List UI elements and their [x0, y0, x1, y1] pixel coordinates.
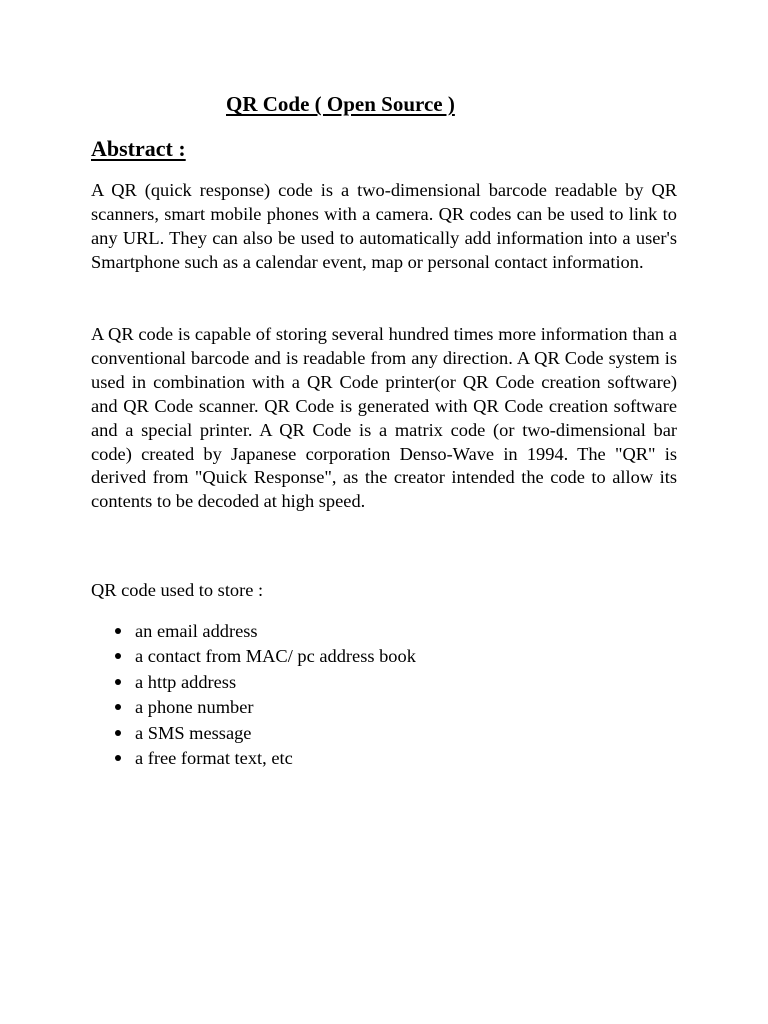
storage-list — [91, 619, 416, 771]
bullet-icon — [115, 653, 121, 659]
document-title: QR Code ( Open Source ) — [226, 92, 455, 116]
list-item — [91, 746, 416, 771]
abstract-heading: Abstract : — [91, 136, 186, 161]
abstract-paragraph-2: A QR code is capable of storing several hundred times more information than a conventional barcode and is readable from any direction. A QR Code system is used in combination with a QR Code printer(or QR Code creation software) and QR Code scanner. QR Code is generated with QR Code creation software and a special printer. A QR Code is a matrix code (or two-dimensional bar code) created by Japanese corporation Denso-Wave in 1994. The "QR" is derived from "Quick Response", as the creator intended the code to allow its contents to be decoded at high speed. — [91, 324, 677, 512]
list-item — [91, 619, 416, 644]
list-item-text: an email address — [135, 621, 258, 641]
list-item-text: a contact from MAC/ pc address book — [135, 646, 416, 667]
list-item-text: a phone number — [135, 697, 254, 718]
list-item — [91, 721, 416, 746]
bullet-icon — [115, 704, 121, 710]
bullet-icon — [115, 755, 121, 761]
list-item — [91, 644, 416, 669]
list-item-text: a SMS message — [135, 722, 252, 743]
list-item-text: a free format text, etc — [135, 747, 293, 768]
bullet-icon — [115, 730, 121, 736]
bullet-icon — [115, 628, 121, 634]
list-item — [91, 670, 416, 695]
list-item — [91, 695, 416, 720]
abstract-paragraph-1: A QR (quick response) code is a two-dimensional barcode readable by QR scanners, smart mobile phones with a camera. QR codes can be used to link to any URL. They can also be used to automatically add information into a user's Smartphone such as a calendar event, map or personal contact information. — [91, 180, 677, 272]
list-intro: QR code used to store : — [91, 580, 264, 600]
list-item-text: a http address — [135, 671, 237, 692]
bullet-icon — [115, 679, 121, 685]
